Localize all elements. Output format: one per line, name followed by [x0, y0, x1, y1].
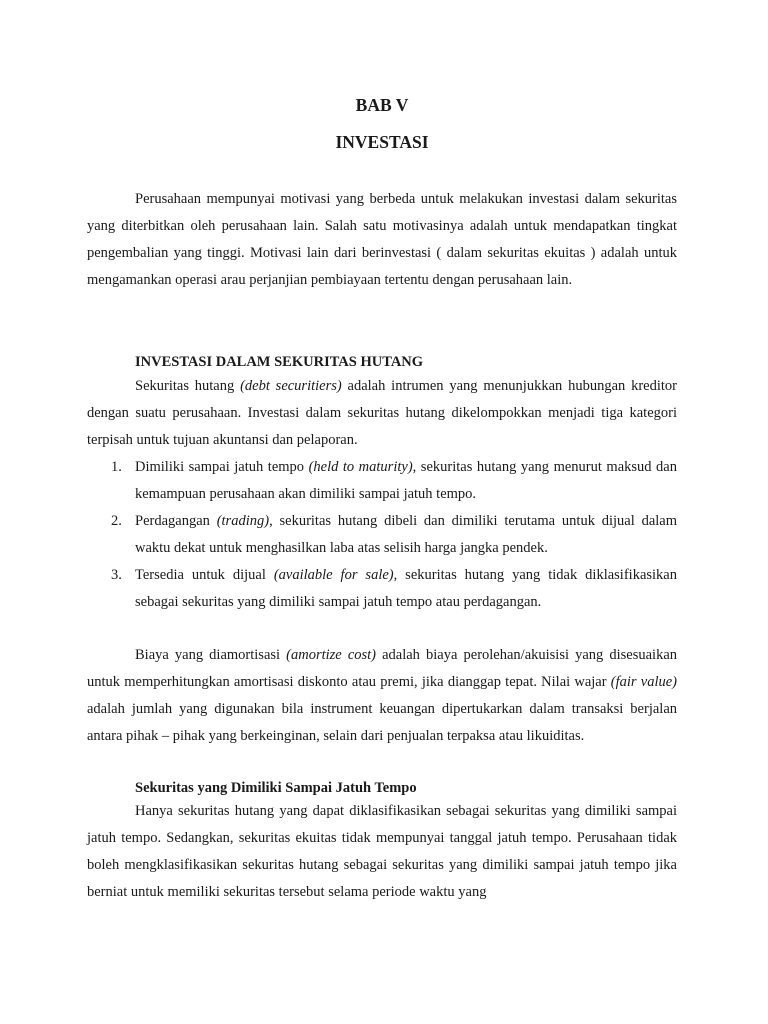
- held-to-maturity-paragraph: Hanya sekuritas hutang yang dapat diklasifikasikan sebagai sekuritas yang dimiliki sampai jatuh tempo. Sedangkan, sekuritas ekuitas tidak mempunyai tanggal jatuh tempo. Perusahaan tidak boleh mengklasifikasikan sekuritas hutang sebagai sekuritas yang dimiliki sampai jatuh tempo jika berniat untuk memiliki sekuritas tersebut selama periode waktu yang: [87, 803, 677, 900]
- amortized-cost-paragraph: Biaya yang diamortisasi (amortize cost) adalah biaya perolehan/akuisisi yang disesuaikan untuk memperhitungkan amortisasi diskonto atau premi, jika dianggap tepat. Nilai wajar (fair value) adalah jumlah yang digunakan bila instrument keuangan dipertukarkan dalam transaksi berjalan antara pihak – pihak yang berkeinginan, selain dari penjualan terpaksa atau likuiditas.: [87, 647, 678, 744]
- list-item: 3. Tersedia untuk dijual (available for sale), sekuritas hutang yang tidak diklasifikasikan sebagai sekuritas yang dimiliki sampai jatuh tempo atau perdagangan.: [111, 567, 677, 610]
- chapter-title: INVESTASI: [335, 132, 429, 152]
- debt-securities-paragraph: Sekuritas hutang (debt securitiers) adalah intrumen yang menunjukkan hubungan kreditor dengan suatu perusahaan. Investasi dalam sekuritas hutang dikelompokkan menjadi tiga kategori terpisah untuk tujuan akuntansi dan pelaporan.: [87, 378, 677, 448]
- section-heading-held-to-maturity: Sekuritas yang Dimiliki Sampai Jatuh Tempo: [135, 780, 417, 796]
- chapter-number: BAB V: [355, 95, 409, 115]
- list-item: 2. Perdagangan (trading), sekuritas hutang dibeli dan dimiliki terutama untuk dijual dalam waktu dekat untuk menghasilkan laba atas selisih harga jangka pendek.: [111, 513, 678, 556]
- intro-paragraph: Perusahaan mempunyai motivasi yang berbeda untuk melakukan investasi dalam sekuritas yang diterbitkan oleh perusahaan lain. Salah satu motivasinya adalah untuk mendapatkan tingkat pengembalian yang tinggi. Motivasi lain dari berinvestasi ( dalam sekuritas ekuitas ) adalah untuk mengamankan operasi arau perjanjian pembiayaan tertentu dengan perusahaan lain.: [87, 191, 677, 288]
- section-heading-debt-securities: INVESTASI DALAM SEKURITAS HUTANG: [135, 354, 424, 370]
- list-item: 1. Dimiliki sampai jatuh tempo (held to maturity), sekuritas hutang yang menurut maksud dan kemampuan perusahaan akan dimiliki sampai jatuh tempo.: [111, 459, 677, 502]
- debt-category-list: [87, 454, 677, 616]
